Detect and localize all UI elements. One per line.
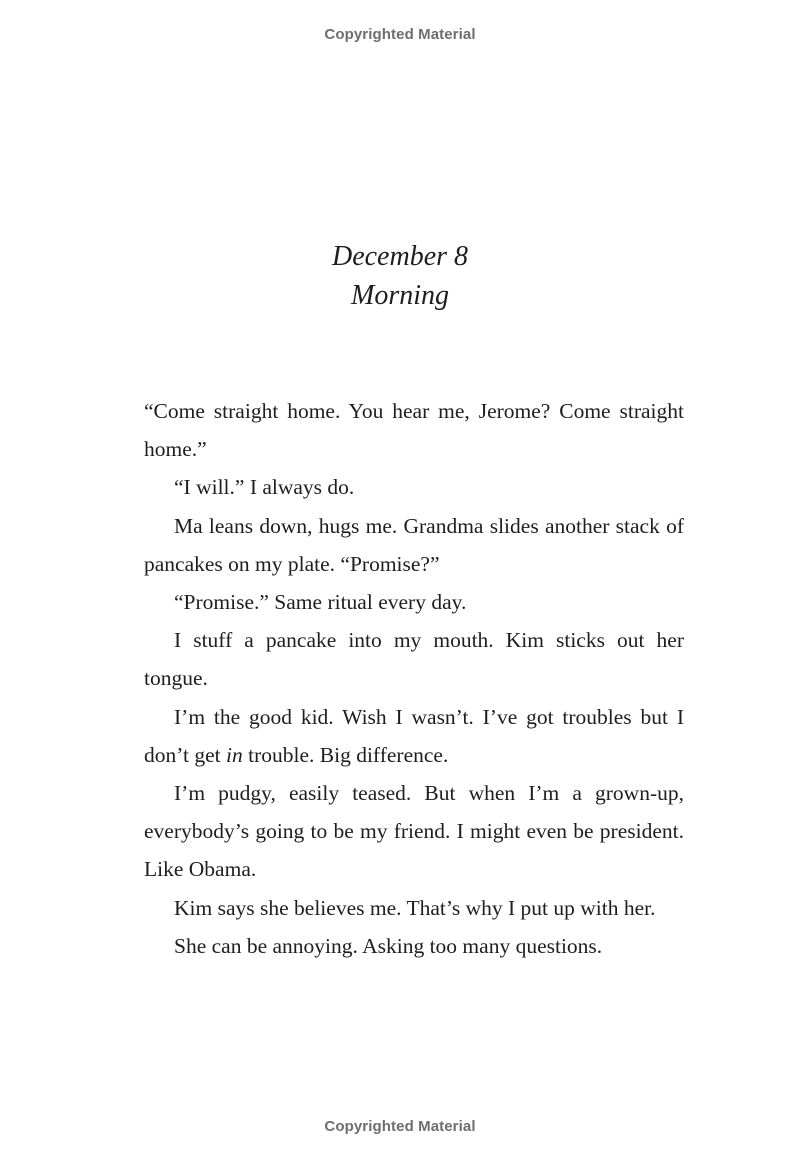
- paragraph: Ma leans down, hugs me. Grandma slides another stack of pancakes on my plate. “Promise?”: [144, 513, 684, 576]
- paragraph: “Promise.” Same ritual every day.: [174, 590, 467, 615]
- chapter-date: December 8: [331, 241, 469, 272]
- paragraph: I’m pudgy, easily teased. But when I’m a grown-up, everybody’s going to be my friend. I might even be president. Like Obama.: [144, 781, 684, 882]
- paragraph: Kim says she believes me. That’s why I put up with her.: [174, 895, 656, 920]
- chapter-time-of-day: Morning: [351, 280, 449, 311]
- watermark-top: Copyrighted Material: [324, 26, 476, 43]
- paragraph-text: but I don’t get: [144, 704, 685, 767]
- paragraph: “I will.” I always do.: [174, 475, 355, 500]
- emphasis-text: in: [226, 742, 243, 767]
- paragraph: [144, 698, 684, 774]
- watermark-bottom: Copyrighted Material: [324, 1118, 476, 1135]
- paragraph: I stuff a pancake into my mouth. Kim sticks out her tongue.: [144, 628, 684, 691]
- paragraph: “Come straight home. You hear me, Jerome? Come straight home.”: [144, 399, 684, 462]
- paragraph-text: I’m the good kid. Wish I wasn’t. I’ve got troubles: [174, 704, 632, 729]
- body-text: [144, 392, 684, 965]
- paragraph-text: trouble. Big difference.: [248, 742, 449, 767]
- paragraph: She can be annoying. Asking too many questions.: [174, 933, 603, 958]
